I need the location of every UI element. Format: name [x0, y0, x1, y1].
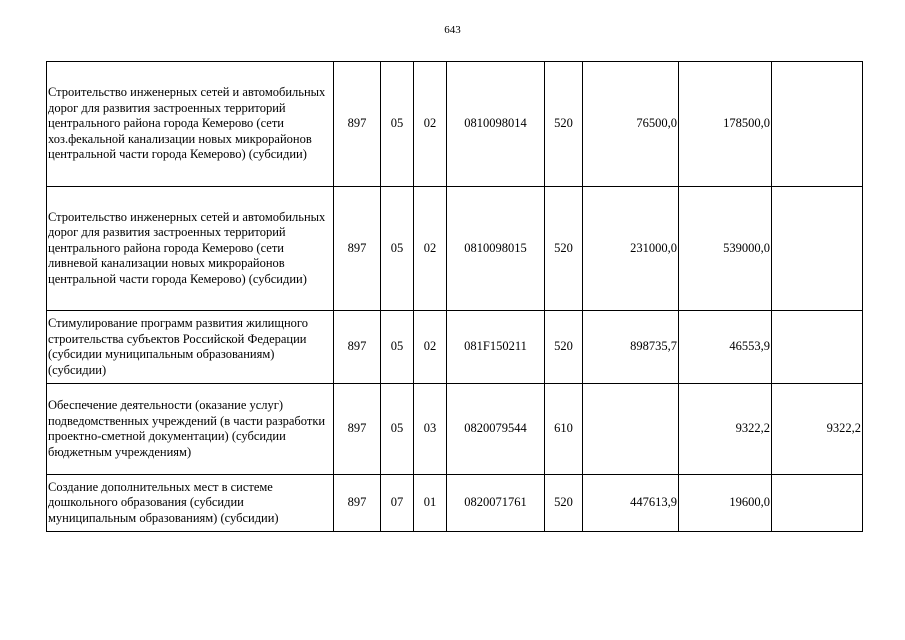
section-code-cell: 05 [381, 62, 414, 187]
amount-3-cell [772, 475, 863, 532]
budget-table [46, 61, 863, 532]
amount-2-cell: 19600,0 [679, 475, 772, 532]
amount-1-cell: 76500,0 [583, 62, 679, 187]
subsection-code-cell: 01 [414, 475, 447, 532]
target-article-cell: 0810098015 [447, 187, 545, 311]
expense-type-cell: 520 [545, 311, 583, 384]
expense-type-cell: 520 [545, 475, 583, 532]
section-code-cell: 05 [381, 311, 414, 384]
section-code-cell: 07 [381, 475, 414, 532]
amount-2-cell: 9322,2 [679, 384, 772, 475]
row-name-cell: Строительство инженерных сетей и автомобильных дорог для развития застроенных территорий центрального района города Кемерово (сети ливневой канализации новых микрорайонов центральной части города Кемерово) (субсидии) [47, 187, 334, 311]
amount-3-cell [772, 311, 863, 384]
amount-1-cell [583, 384, 679, 475]
section-code-cell: 05 [381, 187, 414, 311]
target-article-cell: 0810098014 [447, 62, 545, 187]
amount-2-cell: 539000,0 [679, 187, 772, 311]
target-article-cell: 0820079544 [447, 384, 545, 475]
row-name-cell: Стимулирование программ развития жилищного строительства субъектов Российской Федерации (субсидии муниципальным образованиям) (субсидии) [47, 311, 334, 384]
amount-3-cell: 9322,2 [772, 384, 863, 475]
subsection-code-cell: 02 [414, 311, 447, 384]
expense-type-cell: 520 [545, 62, 583, 187]
row-name-cell: Строительство инженерных сетей и автомобильных дорог для развития застроенных территорий центрального района города Кемерово (сети хоз.фекальной канализации новых микрорайонов центральной части города Кемерово) (субсидии) [47, 62, 334, 187]
table-row [47, 311, 863, 384]
page-number: 643 [444, 24, 461, 36]
ministry-code-cell: 897 [334, 384, 381, 475]
row-name-cell: Обеспечение деятельности (оказание услуг) подведомственных учреждений (в части разработки проектно-сметной документации) (субсидии бюджетным учреждениям) [47, 384, 334, 475]
expense-type-cell: 520 [545, 187, 583, 311]
amount-1-cell: 231000,0 [583, 187, 679, 311]
section-code-cell: 05 [381, 384, 414, 475]
ministry-code-cell: 897 [334, 475, 381, 532]
table-row [47, 187, 863, 311]
table-row [47, 475, 863, 532]
table-row [47, 62, 863, 187]
subsection-code-cell: 02 [414, 187, 447, 311]
target-article-cell: 081F150211 [447, 311, 545, 384]
subsection-code-cell: 02 [414, 62, 447, 187]
target-article-cell: 0820071761 [447, 475, 545, 532]
row-name-cell: Создание дополнительных мест в системе дошкольного образования (субсидии муниципальным образованиям) (субсидии) [47, 475, 334, 532]
amount-3-cell [772, 187, 863, 311]
ministry-code-cell: 897 [334, 311, 381, 384]
amount-1-cell: 447613,9 [583, 475, 679, 532]
amount-2-cell: 46553,9 [679, 311, 772, 384]
ministry-code-cell: 897 [334, 62, 381, 187]
ministry-code-cell: 897 [334, 187, 381, 311]
amount-3-cell [772, 62, 863, 187]
subsection-code-cell: 03 [414, 384, 447, 475]
amount-1-cell: 898735,7 [583, 311, 679, 384]
expense-type-cell: 610 [545, 384, 583, 475]
table-row [47, 384, 863, 475]
amount-2-cell: 178500,0 [679, 62, 772, 187]
